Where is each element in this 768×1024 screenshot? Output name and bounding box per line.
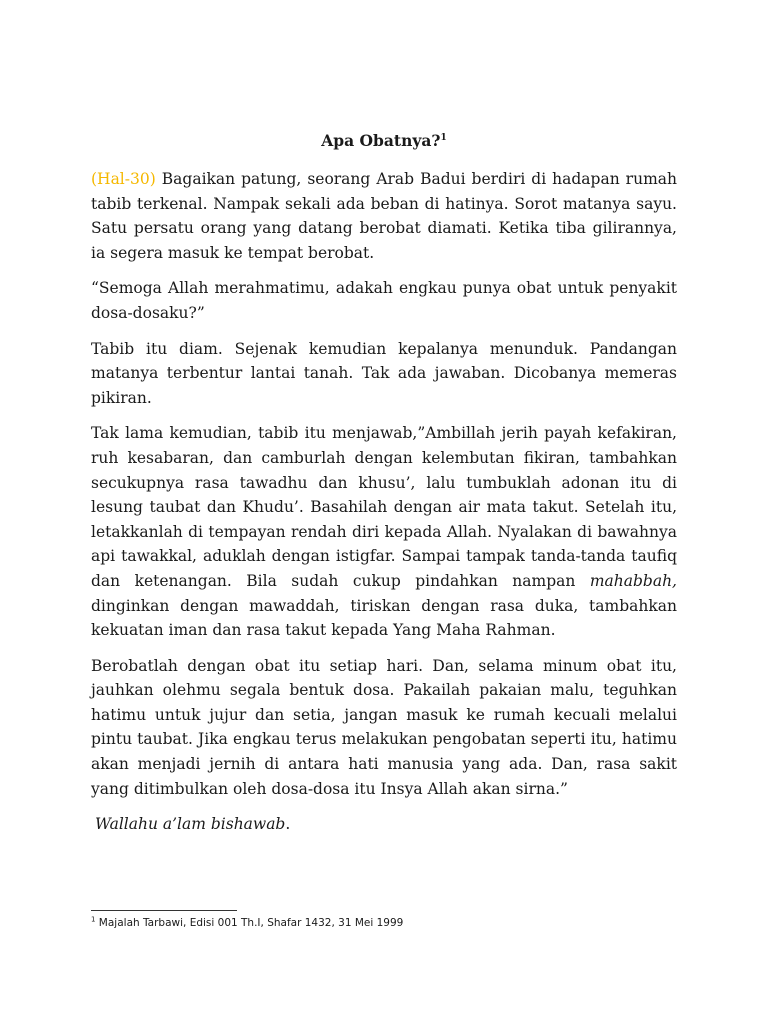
paragraph-2: “Semoga Allah merahmatimu, adakah engkau punya obat untuk penyakit dosa-dosaku?” <box>91 279 677 322</box>
paragraph-4-text-b: dinginkan dengan mawaddah, tiriskan dengan rasa duka, tambahkan kekuatan iman dan rasa takut kepada Yang Maha Rahman. <box>91 596 677 640</box>
paragraph-4 <box>91 421 677 642</box>
title-text: Apa Obatnya? <box>321 131 441 150</box>
page-title <box>91 131 677 151</box>
footnote <box>91 916 677 930</box>
closing-text: Wallahu a’lam bishawab <box>95 815 286 834</box>
paragraph-3: Tabib itu diam. Sejenak kemudian kepalanya menunduk. Pandangan matanya terbentur lantai tanah. Tak ada jawaban. Dicobanya memeras pikiran. <box>91 339 677 407</box>
paragraph-5: Berobatlah dengan obat itu setiap hari. Dan, selama minum obat itu, jauhkan olehmu segala bentuk dosa. Pakailah pakaian malu, teguhkan hatimu untuk jujur dan setia, jangan masuk ke rumah kecuali melalui pintu taubat. Jika engkau terus melakukan pengobatan seperti itu, hatimu akan menjadi jernih di antara hati manusia yang ada. Dan, rasa sakit yang ditimbulkan oleh dosa-dosa itu Insya Allah akan sirna.” <box>91 656 677 798</box>
article-body <box>91 167 677 848</box>
paragraph-1 <box>91 167 677 265</box>
paragraph-1-text: Bagaikan patung, seorang Arab Badui berdiri di hadapan rumah tabib terkenal. Nampak sekali ada beban di hatinya. Sorot matanya sayu. Satu persatu orang yang datang berobat diamati. Ketika tiba gilirannya, ia segera masuk ke tempat berobat. <box>91 170 677 262</box>
footnote-text: Majalah Tarbawi, Edisi 001 Th.I, Shafar 1432, 31 Mei 1999 <box>95 917 404 929</box>
footnote-divider <box>91 910 237 911</box>
footnote-number: 1 <box>91 915 96 924</box>
closing-period: . <box>285 815 291 834</box>
page-marker: (Hal-30) <box>91 170 156 188</box>
closing-line <box>91 812 677 837</box>
paragraph-4-italic: mahabbah, <box>589 571 677 590</box>
title-footnote-ref[interactable]: 1 <box>440 132 447 143</box>
paragraph-4-text-a: Tak lama kemudian, tabib itu menjawab,”Ambillah jerih payah kefakiran, ruh kesabaran, dan camburlah dengan kelembutan fikiran, tambahkan secukupnya rasa tawadhu dan khusu’, lalu tumbuklah adonan itu di lesung taubat dan Khudu’. Basahilah dengan air mata takut. Setelah itu, letakkanlah di tempayan rendah diri kepada Allah. Nyalakan di bawahnya api tawakkal, aduklah dengan istigfar. Sampai tampak tanda-tanda taufiq dan ketenangan. Bila sudah cukup pindahkan nampan <box>91 424 677 590</box>
